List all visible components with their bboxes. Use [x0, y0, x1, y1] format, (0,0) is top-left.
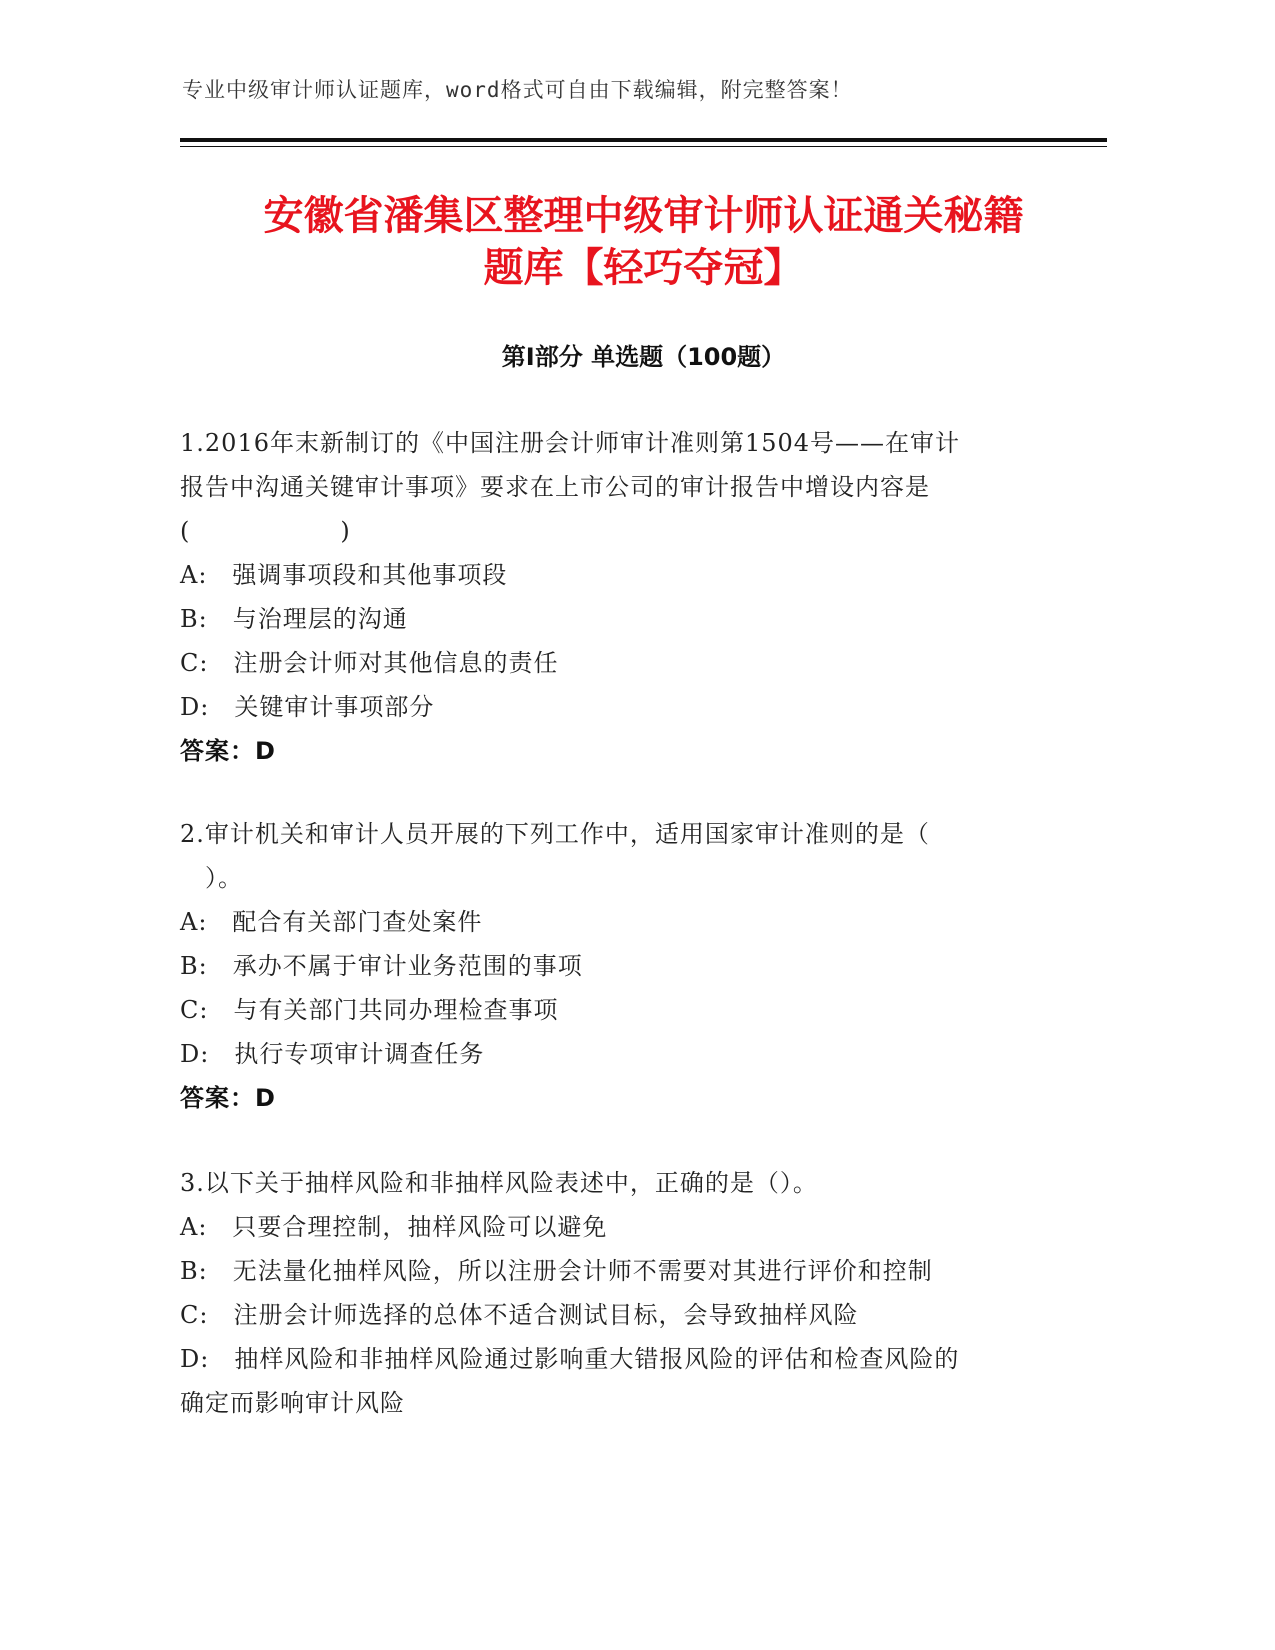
option-a: A: 只要合理控制，抽样风险可以避免: [180, 1213, 608, 1241]
question-2: [180, 812, 1040, 1120]
title-line-1: 安徽省潘集区整理中级审计师认证通关秘籍: [263, 193, 1024, 239]
option-b: B: 承办不属于审计业务范围的事项: [180, 952, 583, 980]
header-note: 专业中级审计师认证题库，word格式可自由下载编辑，附完整答案！: [182, 78, 853, 102]
option-a: A: 配合有关部门查处案件: [180, 908, 483, 936]
question-stem-line: 1.2016年末新制订的《中国注册会计师审计准则第1504号——在审计: [180, 429, 961, 457]
option-b: B: 与治理层的沟通: [180, 605, 408, 633]
header-rule-thick: [180, 138, 1107, 142]
question-stem-line: 2.审计机关和审计人员开展的下列工作中，适用国家审计准则的是（: [180, 820, 930, 848]
option-b: B: 无法量化抽样风险，所以注册会计师不需要对其进行评价和控制: [180, 1257, 933, 1285]
question-stem-line: ）。: [180, 864, 243, 892]
option-d: D: 抽样风险和非抽样风险通过影响重大错报风险的评估和检查风险的: [180, 1345, 960, 1373]
question-stem-line: 报告中沟通关键审计事项》要求在上市公司的审计报告中增设内容是: [180, 473, 930, 501]
option-c: C: 与有关部门共同办理检查事项: [180, 996, 559, 1024]
section-heading: 第Ⅰ部分 单选题（100题）: [501, 343, 786, 371]
option-a: A: 强调事项段和其他事项段: [180, 561, 508, 589]
question-stem-line: ( ): [180, 517, 351, 545]
answer: 答案：D: [180, 1084, 276, 1112]
question-1: [180, 421, 1040, 773]
title-line-2: 题库【轻巧夺冠】: [483, 245, 804, 291]
option-c: C: 注册会计师选择的总体不适合测试目标，会导致抽样风险: [180, 1301, 859, 1329]
question-stem-line: 3.以下关于抽样风险和非抽样风险表述中，正确的是（）。: [180, 1169, 818, 1197]
question-3: [180, 1161, 1040, 1425]
document-title: [180, 190, 1107, 294]
option-d-continuation: 确定而影响审计风险: [180, 1389, 405, 1417]
option-c: C: 注册会计师对其他信息的责任: [180, 649, 559, 677]
answer: 答案：D: [180, 737, 276, 765]
option-d: D: 关键审计事项部分: [180, 693, 435, 721]
header-rule-thin: [180, 146, 1107, 147]
option-d: D: 执行专项审计调查任务: [180, 1040, 485, 1068]
